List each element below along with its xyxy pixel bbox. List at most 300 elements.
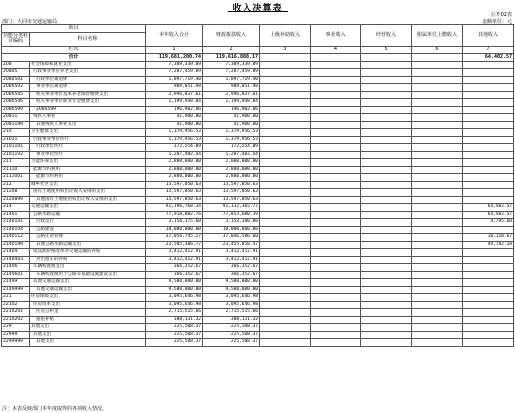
row-total: 13,597,050.63 (146, 196, 203, 204)
row-affiliated (412, 91, 463, 99)
table-row (2, 69, 514, 77)
row-operating (361, 309, 412, 317)
row-fiscal: 3,412,412.91 (203, 256, 260, 264)
row-other (463, 69, 514, 77)
row-operating (361, 271, 412, 279)
row-fiscal: 1,897,719.40 (203, 76, 260, 84)
row-career (311, 121, 361, 129)
row-career (311, 256, 361, 264)
row-total: 3,095,646.98 (146, 294, 203, 302)
row-name: 车辆购置税用于公路等基础设施建设支出 (30, 271, 146, 279)
row-superior (260, 69, 311, 77)
row-name: 行政运行 (30, 219, 146, 227)
row-name: 能源节约利用 (30, 174, 146, 182)
row-fiscal: 7,389,339.89 (203, 61, 260, 69)
row-career (311, 234, 361, 242)
row-other (463, 114, 514, 122)
row-code: 21401 (2, 211, 30, 219)
row-superior (260, 144, 311, 152)
row-code: 2081199 (2, 121, 30, 129)
row-name: 国有土地使用权出让收入安排的支出 (30, 189, 146, 197)
row-other (463, 324, 514, 332)
row-career (311, 249, 361, 257)
row-operating (361, 159, 412, 167)
header-career: 事业收入 (311, 25, 361, 47)
row-total: 1,897,719.40 (146, 76, 203, 84)
row-affiliated (412, 181, 463, 189)
row-superior (260, 106, 311, 114)
header-column: 栏次 (2, 46, 146, 54)
row-operating (361, 189, 412, 197)
row-operating (361, 286, 412, 294)
table-row (2, 144, 514, 152)
header-fiscal: 财政拨款收入 (203, 25, 260, 47)
table-row (2, 309, 514, 317)
row-other (463, 61, 514, 69)
row-career (311, 324, 361, 332)
row-career (311, 174, 361, 182)
row-affiliated (412, 241, 463, 249)
table-row (2, 76, 514, 84)
table-row (2, 294, 514, 302)
table-row (2, 339, 514, 347)
row-career (311, 219, 361, 227)
row-operating (361, 61, 412, 69)
row-total: 13,597,050.63 (146, 181, 203, 189)
table-row (2, 211, 514, 219)
row-total: 2,996,837.61 (146, 91, 203, 99)
row-superior (260, 241, 311, 249)
header-superior: 上级补助收入 (260, 25, 311, 47)
row-name: 其他交通运输支出 (30, 286, 146, 294)
row-other (463, 159, 514, 167)
sum-affiliated (412, 54, 463, 62)
row-total: 7,389,339.89 (146, 61, 203, 69)
row-other (463, 279, 514, 287)
row-fiscal: 2,996,837.61 (203, 91, 260, 99)
row-code: 2140101 (2, 219, 30, 227)
row-operating (361, 114, 412, 122)
table-row (2, 121, 514, 129)
row-total: 196,902.86 (146, 106, 203, 114)
row-operating (361, 264, 412, 272)
row-code: 212 (2, 181, 30, 189)
row-code: 21499 (2, 279, 30, 287)
row-other (463, 309, 514, 317)
row-code: 2149999 (2, 286, 30, 294)
column-num: 2 (203, 46, 260, 54)
row-superior (260, 121, 311, 129)
department-label: 部门：大同市交通运输局 (2, 19, 58, 25)
row-career (311, 69, 361, 77)
row-code: 211 (2, 159, 30, 167)
row-other (463, 226, 514, 234)
row-other (463, 91, 514, 99)
row-total: 2,880,000.00 (146, 159, 203, 167)
row-name: 住房公积金 (30, 309, 146, 317)
row-affiliated (412, 234, 463, 242)
table-row (2, 249, 514, 257)
row-superior (260, 204, 311, 212)
row-fiscal: 77,853,600.19 (203, 211, 260, 219)
row-superior (260, 316, 311, 324)
row-code: 221 (2, 294, 30, 302)
row-name: 公路水路运输 (30, 211, 146, 219)
table-row (2, 256, 514, 264)
row-other (463, 121, 514, 129)
row-other (463, 106, 514, 114)
row-total: 366,352.67 (146, 264, 203, 272)
table-row (2, 324, 514, 332)
row-operating (361, 166, 412, 174)
column-num: 4 (311, 46, 361, 54)
row-name: 机关事业单位基本养老保险缴费支出 (30, 91, 146, 99)
row-name: 节能环保支出 (30, 159, 146, 167)
row-code: 214 (2, 204, 30, 212)
row-career (311, 211, 361, 219)
row-code: 2299999 (2, 339, 30, 347)
row-affiliated (412, 226, 463, 234)
row-affiliated (412, 144, 463, 152)
row-career (311, 91, 361, 99)
row-code: 2080501 (2, 76, 30, 84)
row-code: 210 (2, 129, 30, 137)
row-code: 2101102 (2, 151, 30, 159)
row-name: 事业单位离退休 (30, 84, 146, 92)
row-affiliated (412, 136, 463, 144)
table-row (2, 166, 514, 174)
row-operating (361, 256, 412, 264)
footnote: 注：本表反映部门本年度取得的各项收入情况。 (2, 406, 108, 412)
row-superior (260, 219, 311, 227)
row-name: 交通运输支出 (30, 204, 146, 212)
row-fiscal: 10,000,000.00 (203, 226, 260, 234)
table-row (2, 106, 514, 114)
row-operating (361, 121, 412, 129)
row-superior (260, 324, 311, 332)
row-superior (260, 136, 311, 144)
row-affiliated (412, 166, 463, 174)
row-name: 行政单位离退休 (30, 76, 146, 84)
row-total: 989,051.98 (146, 84, 203, 92)
row-name: 行政事业单位医疗 (30, 136, 146, 144)
row-career (311, 106, 361, 114)
row-operating (361, 331, 412, 339)
row-name: 社会保障和就业支出 (30, 61, 146, 69)
row-fiscal: 1,379,956.53 (203, 136, 260, 144)
row-career (311, 241, 361, 249)
row-fiscal: 13,597,050.63 (203, 189, 260, 197)
row-affiliated (412, 114, 463, 122)
row-total: 41,900.00 (146, 121, 203, 129)
row-fiscal: 196,902.86 (203, 106, 260, 114)
row-affiliated (412, 69, 463, 77)
row-total: 1,207,402.44 (146, 151, 203, 159)
row-other (463, 196, 514, 204)
row-name: 住房改革支出 (30, 301, 146, 309)
row-total: 9,500,000.00 (146, 286, 203, 294)
row-fiscal: 2,880,000.00 (203, 174, 260, 182)
row-other (463, 136, 514, 144)
row-name: 其他交通运输支出 (30, 279, 146, 287)
row-superior (260, 129, 311, 137)
row-affiliated (412, 316, 463, 324)
row-other (463, 264, 514, 272)
row-fiscal: 3,153,380.00 (203, 219, 260, 227)
header-operating: 经营收入 (361, 25, 412, 47)
row-other (463, 301, 514, 309)
row-superior (260, 189, 311, 197)
row-total: 225,508.37 (146, 324, 203, 332)
row-total: 1,379,956.53 (146, 136, 203, 144)
column-num: 3 (260, 46, 311, 54)
row-operating (361, 196, 412, 204)
table-row (2, 99, 514, 107)
row-affiliated (412, 249, 463, 257)
row-name: 其他国有土地使用权出让收入安排的支出 (30, 196, 146, 204)
row-total: 3,095,646.98 (146, 301, 203, 309)
row-code: 20811 (2, 114, 30, 122)
sum-label: 合计 (2, 54, 146, 62)
row-affiliated (412, 339, 463, 347)
row-code: 2080506 (2, 99, 30, 107)
row-operating (361, 174, 412, 182)
row-name: 机关事业单位职业年金缴费支出 (30, 99, 146, 107)
row-fiscal: 225,508.37 (203, 339, 260, 347)
row-operating (361, 151, 412, 159)
row-total: 1,379,956.53 (146, 129, 203, 137)
row-career (311, 204, 361, 212)
row-career (311, 84, 361, 92)
table-row (2, 204, 514, 212)
row-other (463, 286, 514, 294)
row-career (311, 136, 361, 144)
table-row (2, 286, 514, 294)
row-name: 其他支出 (30, 339, 146, 347)
row-other (463, 181, 514, 189)
row-operating (361, 316, 412, 324)
row-name: 事业单位医疗 (30, 151, 146, 159)
column-num: 7 (463, 46, 514, 54)
row-affiliated (412, 151, 463, 159)
row-affiliated (412, 76, 463, 84)
row-total: 41,900.00 (146, 114, 203, 122)
row-career (311, 76, 361, 84)
row-career (311, 316, 361, 324)
row-other (463, 189, 514, 197)
row-code: 22999 (2, 331, 30, 339)
row-name: 提租补贴 (30, 316, 146, 324)
header-func-code: 功能分类科目编码 (3, 33, 29, 44)
row-name: 行政事业单位养老支出 (30, 69, 146, 77)
row-career (311, 294, 361, 302)
row-affiliated (412, 331, 463, 339)
table-row (2, 279, 514, 287)
row-superior (260, 264, 311, 272)
row-superior (260, 114, 311, 122)
row-total: 225,508.37 (146, 331, 203, 339)
sum-superior (260, 54, 311, 62)
row-operating (361, 129, 412, 137)
row-superior (260, 309, 311, 317)
row-superior (260, 249, 311, 257)
row-total: 91,196,768.34 (146, 204, 203, 212)
row-fiscal: 91,132,365.77 (203, 204, 260, 212)
row-total: 2,715,515.66 (146, 309, 203, 317)
table-row (2, 189, 514, 197)
row-fiscal: 9,500,000.00 (203, 279, 260, 287)
row-name: 其他支出 (30, 324, 146, 332)
row-name: 成品油价格改革对交通运输的补贴 (30, 249, 146, 257)
table-row (2, 91, 514, 99)
row-other (463, 144, 514, 152)
row-name: 能源节约利用 (30, 166, 146, 174)
table-row (2, 219, 514, 227)
row-name: 车辆购置税支出 (30, 264, 146, 272)
row-career (311, 286, 361, 294)
form-number: 公开02表 (490, 12, 512, 18)
row-code: 21011 (2, 136, 30, 144)
row-name: 公路还贷管理 (30, 234, 146, 242)
row-total: 2,880,000.00 (146, 174, 203, 182)
row-operating (361, 339, 412, 347)
row-name: 行政单位医疗 (30, 144, 146, 152)
row-operating (361, 219, 412, 227)
row-career (311, 159, 361, 167)
row-career (311, 189, 361, 197)
row-other (463, 166, 514, 174)
row-total: 37,056,745.27 (146, 234, 203, 242)
row-other: 4,795.60 (463, 219, 514, 227)
row-career (311, 301, 361, 309)
row-operating (361, 294, 412, 302)
row-other (463, 316, 514, 324)
row-code: 208 (2, 61, 30, 69)
row-affiliated (412, 106, 463, 114)
row-code: 21110 (2, 166, 30, 174)
unit-label: 金额单位：元 (481, 19, 512, 25)
row-fiscal: 9,500,000.00 (203, 286, 260, 294)
row-fiscal: 13,597,050.63 (203, 181, 260, 189)
row-fiscal: 37,046,586.60 (203, 234, 260, 242)
row-superior (260, 234, 311, 242)
row-name: 卫生健康支出 (30, 129, 146, 137)
row-fiscal: 1,379,956.53 (203, 129, 260, 137)
row-career (311, 61, 361, 69)
row-career (311, 129, 361, 137)
row-superior (260, 91, 311, 99)
row-fiscal: 3,095,646.98 (203, 294, 260, 302)
sum-operating (361, 54, 412, 62)
row-superior (260, 279, 311, 287)
row-total: 10,000,000.00 (146, 226, 203, 234)
row-name: 2080599 (30, 106, 146, 114)
row-total: 172,554.09 (146, 144, 203, 152)
row-operating (361, 91, 412, 99)
row-fiscal: 3,095,646.98 (203, 301, 260, 309)
table-row (2, 301, 514, 309)
row-superior (260, 256, 311, 264)
row-affiliated (412, 301, 463, 309)
row-total: 225,508.37 (146, 339, 203, 347)
row-fiscal: 989,051.98 (203, 84, 260, 92)
row-operating (361, 301, 412, 309)
row-operating (361, 106, 412, 114)
column-num: 6 (412, 46, 463, 54)
row-operating (361, 204, 412, 212)
row-total: 77,918,002.76 (146, 211, 203, 219)
row-code: 2101101 (2, 144, 30, 152)
table-row (2, 84, 514, 92)
row-fiscal: 2,715,515.66 (203, 309, 260, 317)
row-total: 3,158,175.60 (146, 219, 203, 227)
row-affiliated (412, 174, 463, 182)
column-num: 1 (146, 46, 203, 54)
sum-career (311, 54, 361, 62)
row-superior (260, 339, 311, 347)
row-fiscal: 172,554.09 (203, 144, 260, 152)
row-affiliated (412, 286, 463, 294)
row-affiliated (412, 271, 463, 279)
row-total: 1,199,948.04 (146, 99, 203, 107)
row-fiscal: 1,207,402.44 (203, 151, 260, 159)
row-name: 其他支出 (30, 331, 146, 339)
row-affiliated (412, 84, 463, 92)
row-other (463, 84, 514, 92)
row-fiscal: 366,352.67 (203, 264, 260, 272)
table-row (2, 159, 514, 167)
row-fiscal: 366,352.67 (203, 271, 260, 279)
row-code: 21208 (2, 189, 30, 197)
table-row (2, 316, 514, 324)
table-row (2, 241, 514, 249)
row-name: 对出租车的补贴 (30, 256, 146, 264)
row-code: 20805 (2, 69, 30, 77)
row-other: 64,402.57 (463, 211, 514, 219)
row-total: 3,412,412.91 (146, 256, 203, 264)
row-fiscal: 2,880,000.00 (203, 159, 260, 167)
row-career (311, 99, 361, 107)
row-career (311, 264, 361, 272)
row-fiscal: 225,508.37 (203, 331, 260, 339)
row-code: 2210201 (2, 309, 30, 317)
row-affiliated (412, 196, 463, 204)
row-other: 49,782.18 (463, 241, 514, 249)
row-career (311, 309, 361, 317)
sum-other: 64,402.57 (463, 54, 514, 62)
row-name: 城乡社区支出 (30, 181, 146, 189)
header-total: 本年收入合计 (146, 25, 203, 47)
row-other (463, 151, 514, 159)
row-affiliated (412, 211, 463, 219)
row-superior (260, 151, 311, 159)
header-project: 项目 (2, 25, 146, 33)
row-code: 2140104 (2, 226, 30, 234)
row-name: 公路建设 (30, 226, 146, 234)
row-superior (260, 99, 311, 107)
table-row (2, 181, 514, 189)
row-career (311, 166, 361, 174)
row-operating (361, 226, 412, 234)
row-operating (361, 144, 412, 152)
table-row (2, 331, 514, 339)
row-affiliated (412, 324, 463, 332)
table-row (2, 264, 514, 272)
row-operating (361, 84, 412, 92)
row-superior (260, 211, 311, 219)
title-underline (228, 11, 288, 12)
table-row (2, 136, 514, 144)
